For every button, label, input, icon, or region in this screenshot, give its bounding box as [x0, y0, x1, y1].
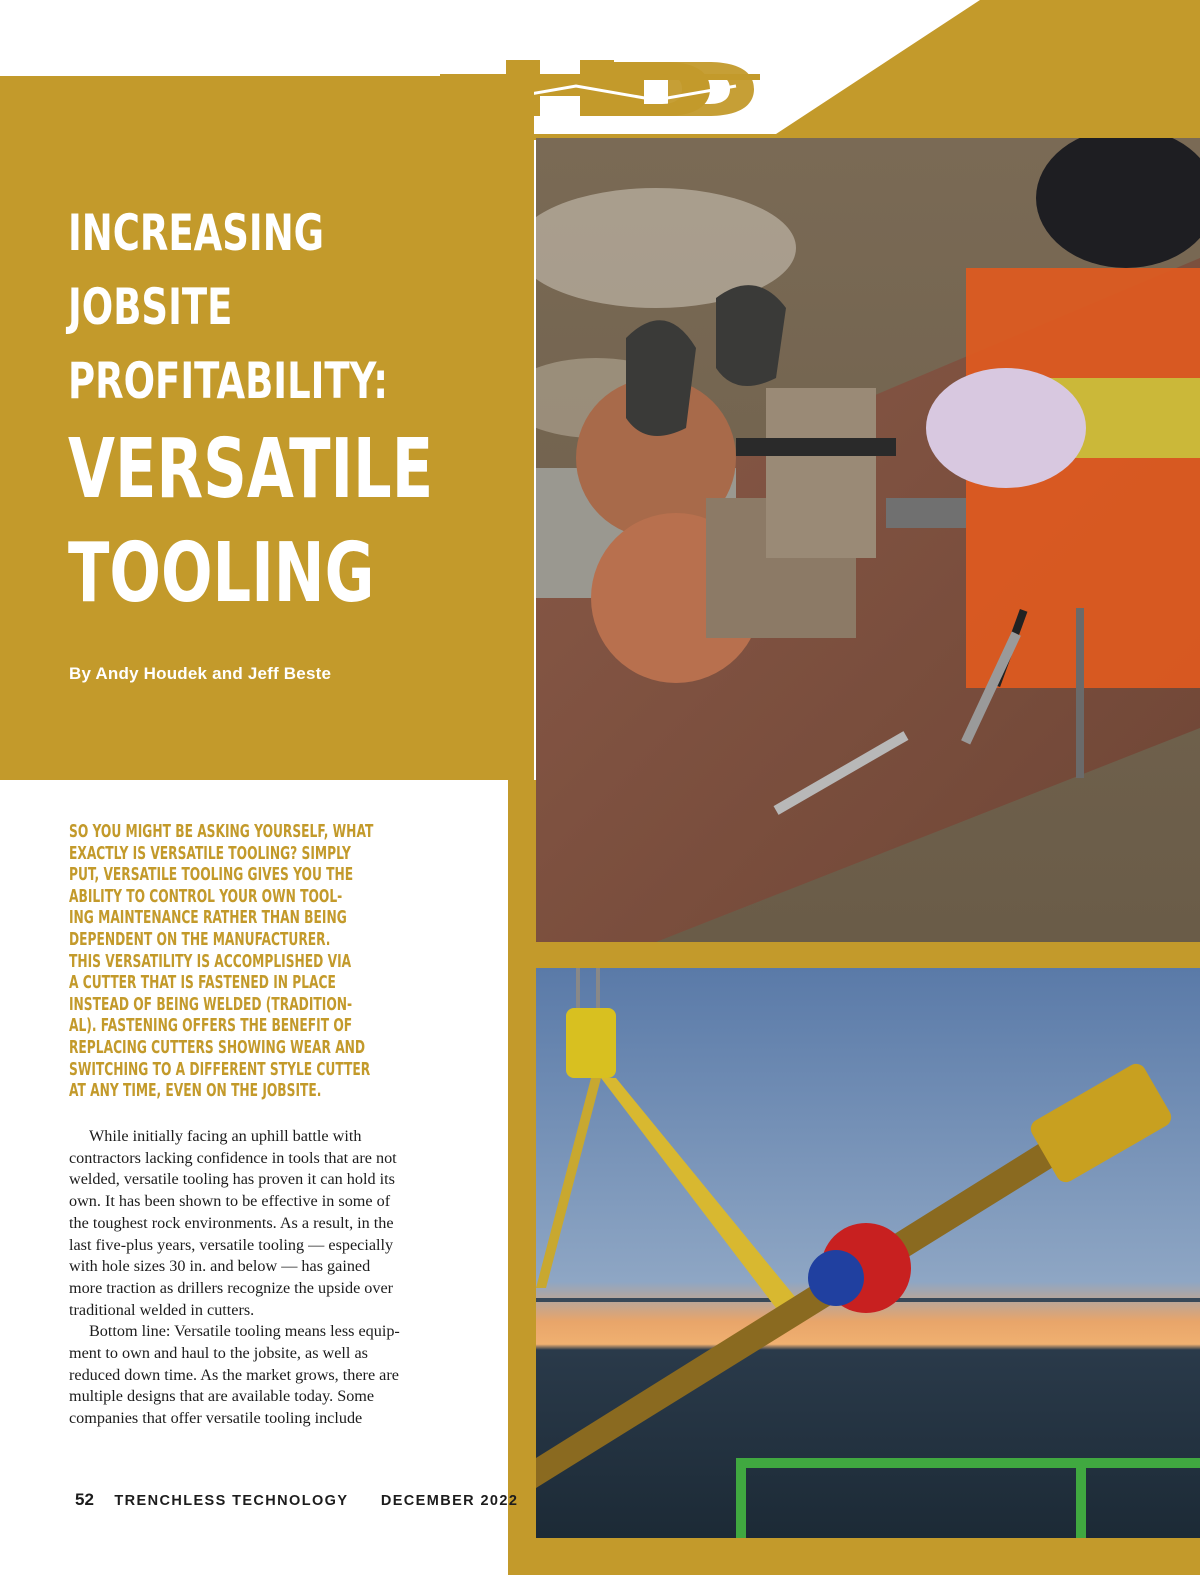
body-line: reduced down time. As the market grows, there are	[69, 1365, 399, 1384]
headline-line-large: VERSATILE	[68, 422, 434, 517]
issue-date: DECEMBER 2022	[380, 1493, 519, 1509]
body-line: traditional welded in cutters.	[69, 1300, 255, 1319]
deck-line: DEPENDENT ON THE MANUFACTURER.	[69, 929, 331, 950]
headline-line: PROFITABILITY:	[68, 352, 389, 410]
deck-line: SO YOU MIGHT BE ASKING YOURSELF, WHAT	[69, 822, 374, 842]
deck-line: SWITCHING TO A DIFFERENT STYLE CUTTER	[69, 1059, 371, 1080]
body-line: more traction as drillers recognize the upside over	[69, 1278, 394, 1297]
body-line: Bottom line: Versatile tooling means less equip-	[89, 1322, 400, 1341]
headline-line: INCREASING	[68, 204, 325, 262]
article-byline: By Andy Houdek and Jeff Beste	[69, 664, 332, 683]
body-line: last five-plus years, versatile tooling — especially	[69, 1235, 394, 1254]
deck-line: PUT, VERSATILE TOOLING GIVES YOU THE	[69, 865, 354, 886]
deck-line: ABILITY TO CONTROL YOUR OWN TOOL-	[69, 886, 343, 907]
body-line: own. It has been shown to be effective in some of	[69, 1192, 391, 1211]
headline-line: JOBSITE	[68, 278, 233, 336]
deck-line: A CUTTER THAT IS FASTENED IN PLACE	[69, 973, 336, 994]
article-headline	[68, 196, 508, 626]
magazine-name: TRENCHLESS TECHNOLOGY	[114, 1493, 349, 1509]
body-line: the toughest rock environments. As a result, in the	[69, 1213, 394, 1232]
deck-line: AT ANY TIME, EVEN ON THE JOBSITE.	[69, 1081, 322, 1102]
deck-line: THIS VERSATILITY IS ACCOMPLISHED VIA	[69, 951, 352, 972]
photo-reamer-over-water	[536, 968, 1200, 1538]
page-number: 52	[75, 1490, 94, 1509]
photo-reamer-maintenance	[536, 138, 1200, 942]
deck-line: ING MAINTENANCE RATHER THAN BEING	[69, 908, 347, 929]
page-folio	[75, 1490, 518, 1510]
body-line: companies that offer versatile tooling include	[69, 1409, 363, 1428]
deck-line: AL). FASTENING OFFERS THE BENEFIT OF	[69, 1016, 353, 1037]
body-line: ment to own and haul to the jobsite, as well as	[69, 1344, 368, 1363]
body-line: multiple designs that are available today. Some	[69, 1387, 375, 1406]
body-line: with hole sizes 30 in. and below — has gained	[69, 1257, 371, 1276]
body-line: welded, versatile tooling has proven it can hold its	[69, 1170, 395, 1189]
body-line: contractors lacking confidence in tools that are not	[69, 1148, 397, 1167]
body-line: While initially facing an uphill battle with	[89, 1127, 362, 1145]
article-body	[69, 1126, 459, 1430]
headline-line-large: TOOLING	[68, 526, 375, 621]
deck-line: INSTEAD OF BEING WELDED (TRADITION-	[69, 994, 353, 1015]
article-deck	[69, 822, 447, 1103]
deck-line: EXACTLY IS VERSATILE TOOLING? SIMPLY	[69, 843, 351, 864]
deck-line: REPLACING CUTTERS SHOWING WEAR AND	[69, 1037, 366, 1058]
